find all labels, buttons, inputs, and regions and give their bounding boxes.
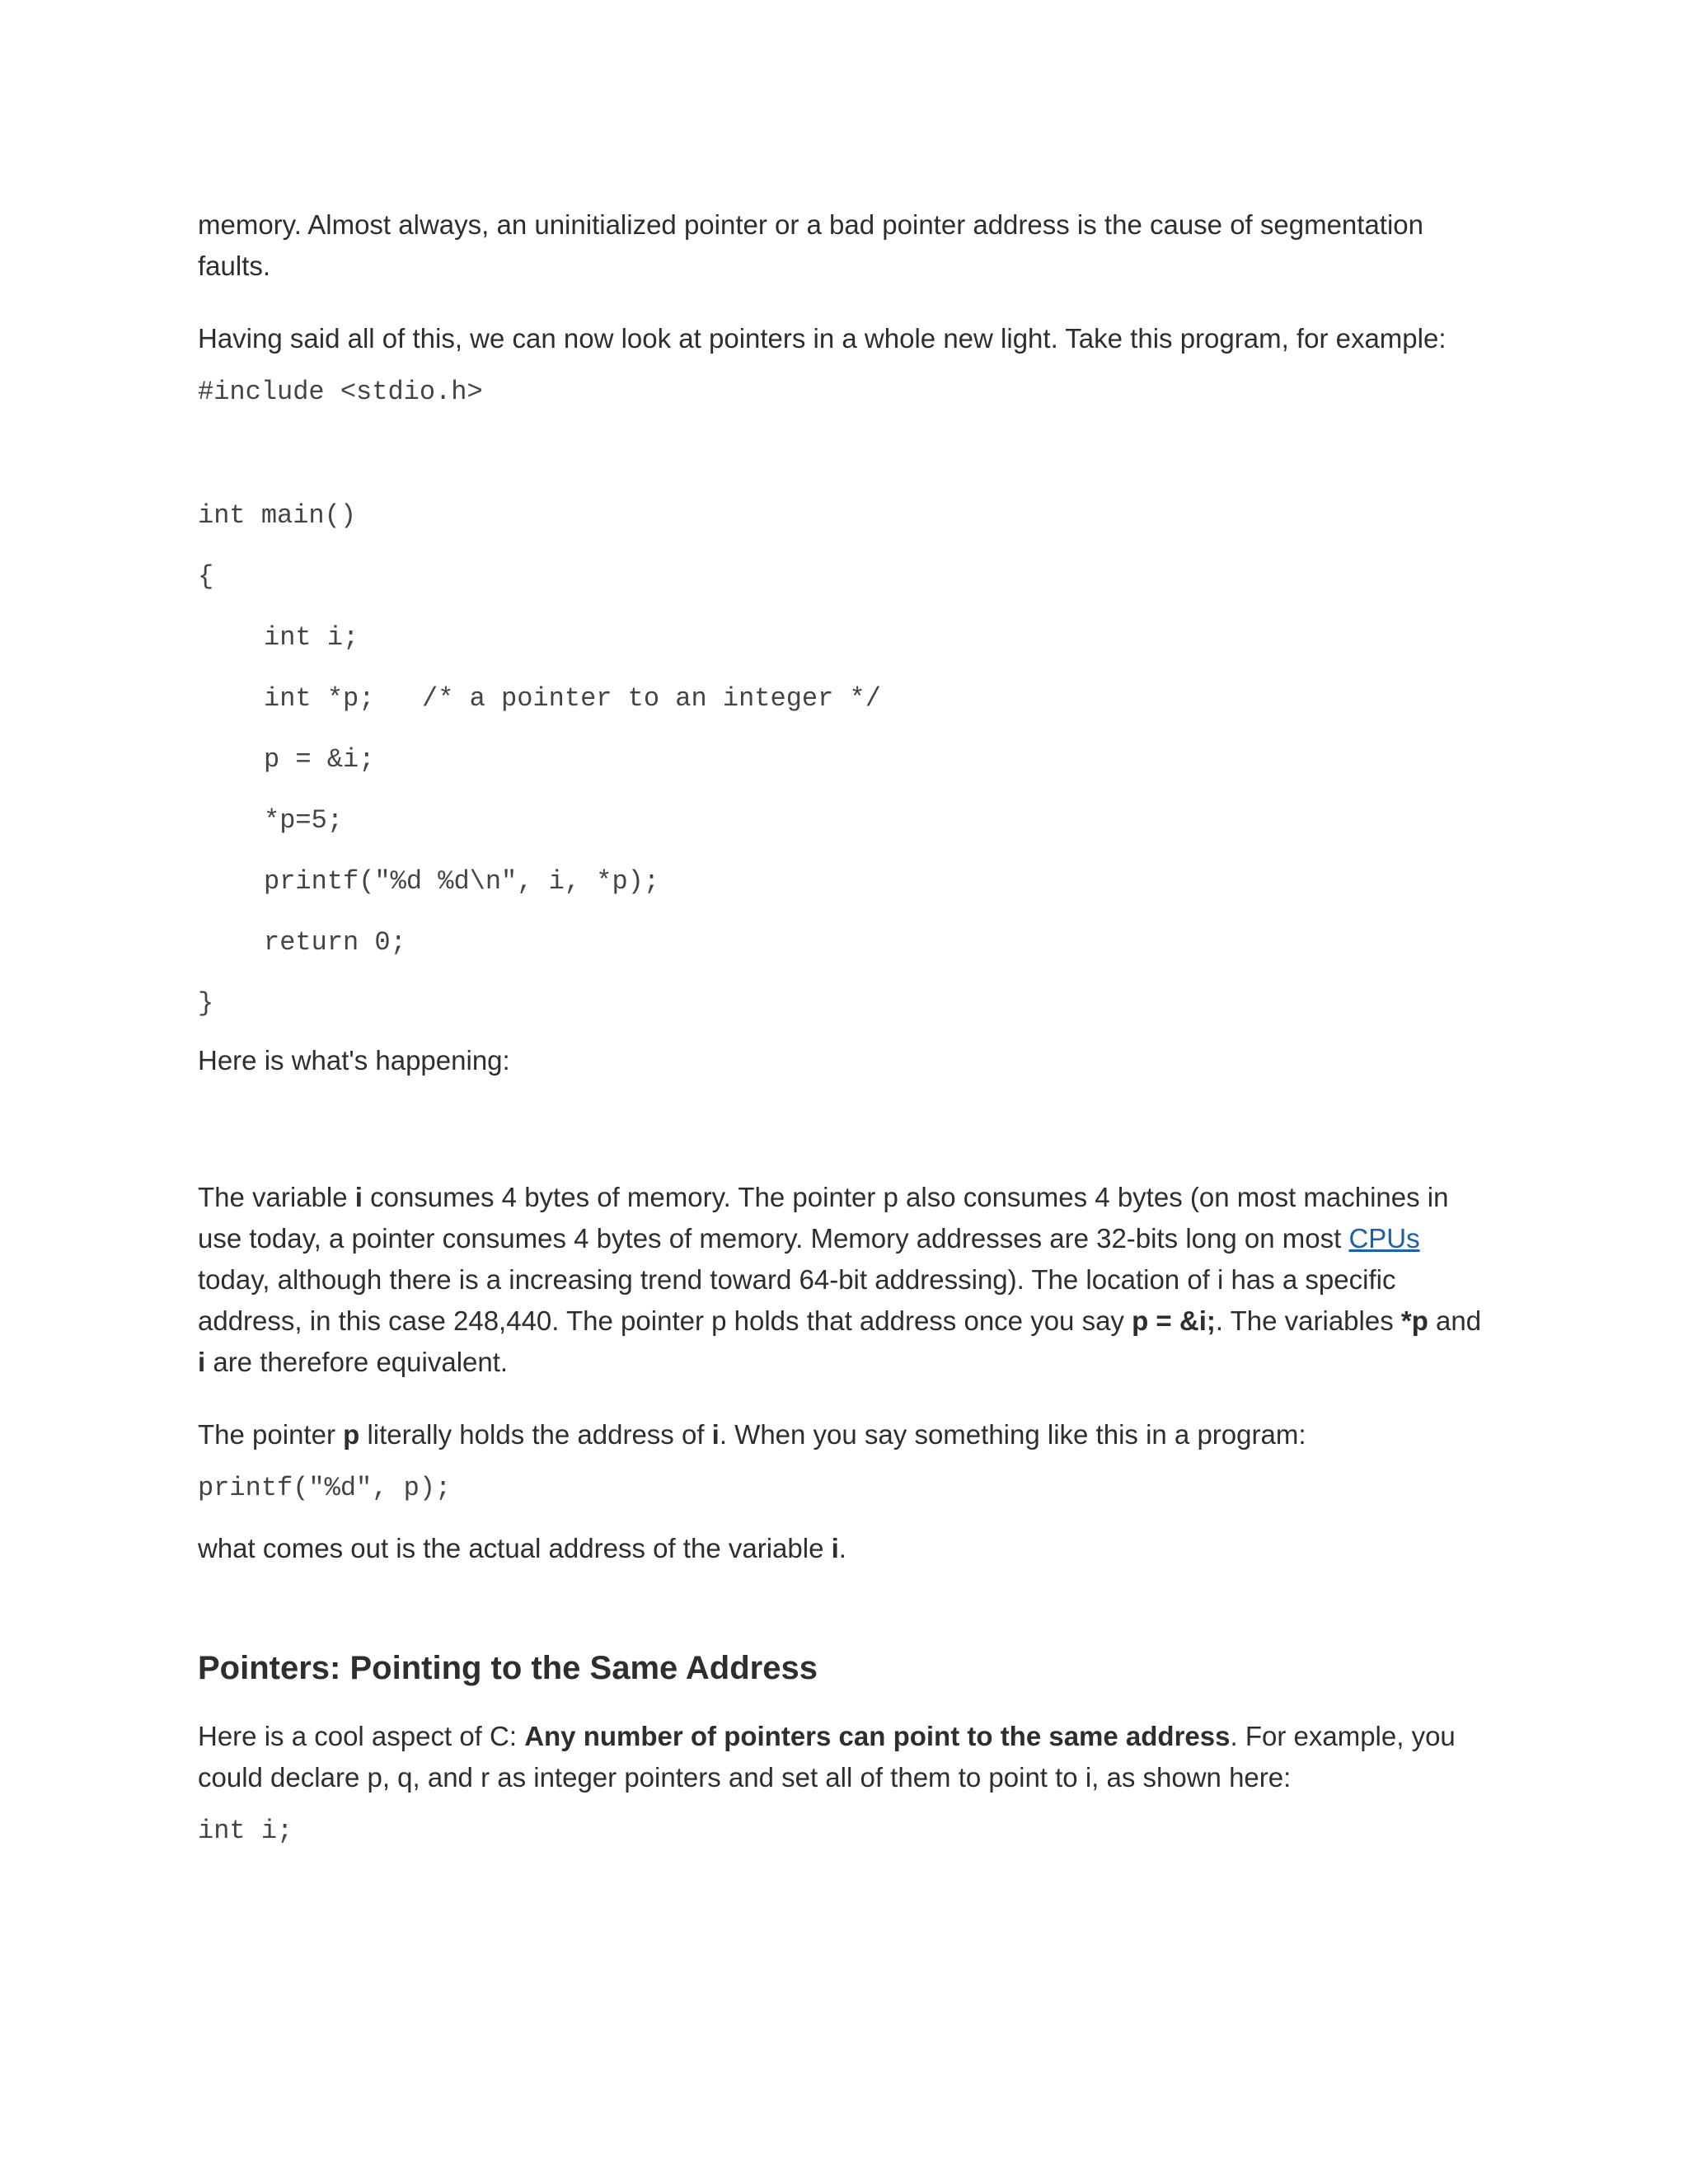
text-span: and — [1428, 1305, 1482, 1336]
text-span: Here is a cool aspect of C: — [198, 1721, 525, 1751]
text-span: . For example, you could declare p, q, and r as integer pointers and set all of them to point to i, as shown here: — [198, 1721, 1456, 1793]
bold-var-p: p — [343, 1419, 360, 1450]
text-span: The pointer — [198, 1419, 344, 1450]
paragraph-same-address — [198, 1716, 1484, 1798]
bold-assignment: p = &i; — [1132, 1305, 1216, 1336]
section-heading: Pointers: Pointing to the Same Address — [198, 1650, 818, 1686]
bold-deref-p: *p — [1400, 1305, 1428, 1336]
bold-var-i: i — [831, 1533, 839, 1563]
text-span: literally holds the address of — [359, 1419, 712, 1450]
document-page — [198, 204, 1484, 1848]
text-span: The variable — [198, 1182, 355, 1212]
bold-var-i: i — [198, 1347, 206, 1377]
paragraph-actual-address — [198, 1528, 1484, 1569]
code-line-close-brace: } — [198, 988, 214, 1019]
bold-var-i: i — [711, 1419, 720, 1450]
text-span: today, although there is a increasing trend toward 64-bit addressing). The location of i has a specific address, in this case 248,440. The pointer p holds that address once you say — [198, 1264, 1396, 1336]
link-cpus[interactable]: CPUs — [1348, 1223, 1420, 1254]
code-line-open-brace: { — [198, 561, 214, 592]
code-line-main: int main() — [198, 500, 357, 531]
code-line-printf-address: printf("%d", p); — [198, 1473, 452, 1503]
paragraph-segfault: memory. Almost always, an uninitialized pointer or a bad pointer address is the cause of segmentation faults. — [198, 209, 1424, 281]
text-span: . The variables — [1215, 1305, 1401, 1336]
code-line-deref-assign: *p=5; — [264, 805, 344, 836]
text-span: what comes out is the actual address of the variable — [198, 1533, 832, 1563]
text-span: . When you say something like this in a program: — [719, 1419, 1306, 1450]
paragraph-pointer-holds-address — [198, 1414, 1484, 1455]
paragraph-variable-explanation — [198, 1177, 1484, 1383]
code-line-declare-i: int i; — [264, 622, 359, 653]
text-span: consumes 4 bytes of memory. The pointer p also consumes 4 bytes (on most machines in use today, a pointer consumes 4 bytes of memory. Memory addresses are 32-bits long on most — [198, 1182, 1449, 1254]
code-line-include: #include <stdio.h> — [198, 377, 483, 407]
bold-var-i: i — [354, 1182, 363, 1212]
code-line-return: return 0; — [264, 927, 406, 958]
bold-key-point: Any number of pointers can point to the same address — [524, 1721, 1231, 1751]
code-line-int-i: int i; — [198, 1816, 293, 1846]
code-block-program — [198, 376, 1484, 1020]
text-span: are therefore equivalent. — [205, 1347, 509, 1377]
code-line-assign-p: p = &i; — [264, 744, 375, 775]
text-span: . — [838, 1533, 846, 1563]
paragraph-intro: Having said all of this, we can now look at pointers in a whole new light. Take this program, for example: — [198, 323, 1447, 354]
code-line-printf: printf("%d %d\n", i, *p); — [264, 866, 660, 897]
code-line-declare-p: int *p; /* a pointer to an integer */ — [264, 683, 881, 714]
paragraph-whats-happening: Here is what's happening: — [198, 1045, 510, 1076]
